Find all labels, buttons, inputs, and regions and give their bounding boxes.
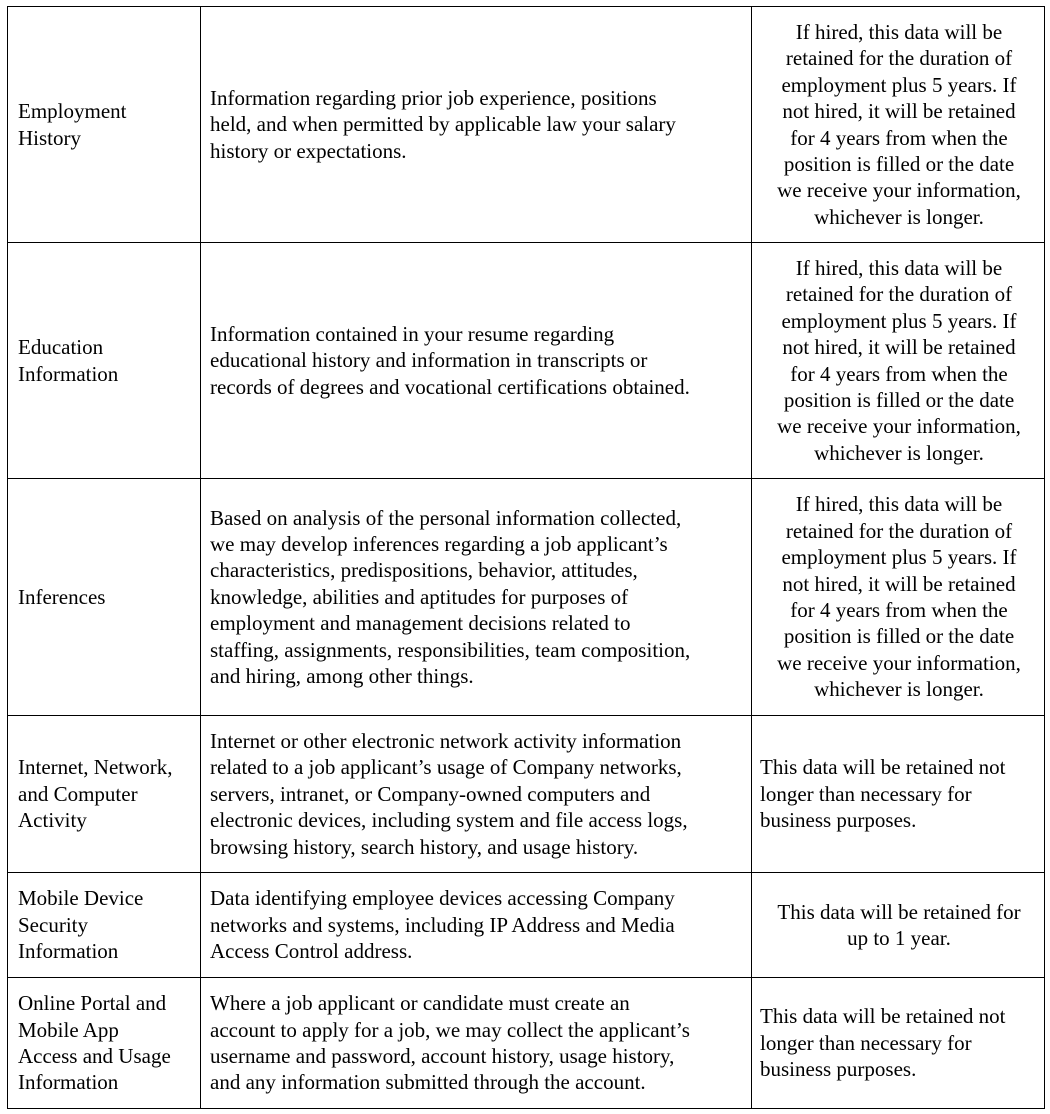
description-text: Information contained in your resume regarding educational history and information in transcripts or records of degrees and vocational certifications obtained. [210, 321, 690, 399]
category-label: Employment History [18, 99, 127, 150]
retention-cell [752, 978, 1045, 1108]
table-row [8, 243, 1045, 479]
description-cell [201, 716, 752, 872]
category-label: Internet, Network, and Computer Activity [18, 755, 173, 833]
description-cell [201, 7, 752, 242]
table-row [8, 716, 1045, 873]
retention-text: If hired, this data will be retained for the duration of employment plus 5 years. If not hired, it will be retained for 4 years from when the position is filled or the date we receive your information, whichever is longer. [777, 255, 1021, 465]
description-cell [201, 243, 752, 478]
description-text: Where a job applicant or candidate must create an account to apply for a job, we may collect the applicant’s username and password, account history, usage history, and any information submitted through the account. [210, 991, 690, 1095]
category-cell [8, 479, 201, 715]
description-cell [201, 978, 752, 1108]
description-text: Based on analysis of the personal information collected, we may develop inferences regarding a job applicant’s characteristics, predispositions, behavior, attitudes, knowledge, abilities and aptitudes for purposes of employment and management decisions related to staffing, assignments, responsibilities, team composition, and hiring, among other things. [210, 505, 691, 689]
retention-cell [752, 479, 1045, 715]
category-cell [8, 7, 201, 242]
category-cell [8, 873, 201, 977]
table-row [8, 873, 1045, 978]
retention-text: This data will be retained not longer than necessary for business purposes. [760, 1004, 1006, 1082]
category-cell [8, 978, 201, 1108]
retention-text: This data will be retained not longer than necessary for business purposes. [760, 755, 1006, 833]
category-cell [8, 243, 201, 478]
retention-table [7, 6, 1045, 1109]
description-text: Information regarding prior job experience, positions held, and when permitted by applicable law your salary history or expectations. [210, 85, 676, 163]
description-text: Data identifying employee devices accessing Company networks and systems, including IP Address and Media Access Control address. [210, 886, 675, 964]
retention-text: This data will be retained for up to 1 year. [777, 899, 1021, 950]
retention-text: If hired, this data will be retained for the duration of employment plus 5 years. If not hired, it will be retained for 4 years from when the position is filled or the date we receive your information, whichever is longer. [777, 19, 1021, 229]
table-row [8, 7, 1045, 243]
category-label: Mobile Device Security Information [18, 886, 144, 964]
table-row [8, 978, 1045, 1109]
description-text: Internet or other electronic network activity information related to a job applicant’s usage of Company networks, servers, intranet, or Company-owned computers and electronic devices, including system and file access logs, browsing history, search history, and usage history. [210, 728, 688, 859]
retention-cell [752, 873, 1045, 977]
retention-cell [752, 243, 1045, 478]
retention-text: If hired, this data will be retained for the duration of employment plus 5 years. If not hired, it will be retained for 4 years from when the position is filled or the date we receive your information, whichever is longer. [777, 492, 1021, 702]
category-cell [8, 716, 201, 872]
category-label: Inferences [18, 584, 106, 609]
category-label: Education Information [18, 335, 119, 386]
table-row [8, 479, 1045, 716]
category-label: Online Portal and Mobile App Access and Usage Information [18, 991, 171, 1095]
description-cell [201, 873, 752, 977]
description-cell [201, 479, 752, 715]
retention-cell [752, 716, 1045, 872]
retention-cell [752, 7, 1045, 242]
